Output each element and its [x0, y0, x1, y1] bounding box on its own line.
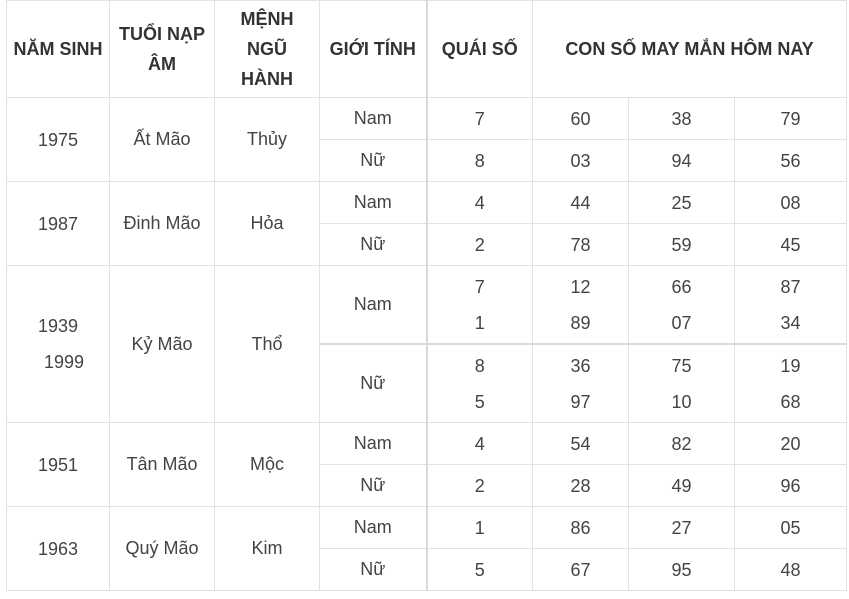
cell-lucky-number — [533, 344, 629, 423]
cell-gioi-tinh: Nữ — [320, 224, 427, 266]
quai-so-value: 5 — [474, 391, 485, 412]
quai-so-value: 4 — [474, 192, 485, 213]
header-con-so-may-man: CON SỐ MAY MẮN HÔM NAY — [533, 1, 847, 98]
lucky-number-value: 27 — [671, 517, 692, 538]
cell-lucky-number — [735, 98, 847, 140]
cell-quai-so — [427, 549, 533, 591]
cell-quai-so — [427, 140, 533, 182]
cell-lucky-number — [533, 423, 629, 465]
year-value: 1951 — [37, 454, 79, 475]
lucky-number-value: 89 — [570, 312, 591, 333]
lucky-number-value: 68 — [780, 391, 801, 412]
cell-lucky-number — [533, 465, 629, 507]
cell-lucky-number — [629, 344, 735, 423]
quai-so-value: 4 — [474, 433, 485, 454]
lucky-number-value: 86 — [570, 517, 591, 538]
cell-lucky-number — [533, 549, 629, 591]
cell-lucky-number — [533, 182, 629, 224]
lucky-number-value: 79 — [780, 108, 801, 129]
quai-so-value: 7 — [474, 108, 485, 129]
lucky-number-value: 08 — [780, 192, 801, 213]
header-nam-sinh: NĂM SINH — [7, 1, 110, 98]
lucky-number-value: 60 — [570, 108, 591, 129]
table-row — [7, 507, 847, 549]
lucky-number-value: 07 — [671, 312, 692, 333]
year-value: 1999 — [43, 352, 85, 372]
cell-lucky-number — [735, 465, 847, 507]
lucky-number-value: 28 — [570, 475, 591, 496]
cell-tuoi-nap-am: Đinh Mão — [110, 182, 215, 266]
cell-gioi-tinh: Nữ — [320, 344, 427, 423]
cell-lucky-number — [735, 344, 847, 423]
quai-so-value: 2 — [474, 475, 485, 496]
cell-quai-so — [427, 465, 533, 507]
header-quai-so: QUÁI SỐ — [427, 1, 533, 98]
quai-so-value: 1 — [474, 312, 485, 333]
cell-quai-so — [427, 98, 533, 140]
year-value: 1963 — [37, 538, 79, 559]
table-row — [7, 266, 847, 345]
cell-gioi-tinh: Nữ — [320, 549, 427, 591]
cell-menh-ngu-hanh: Thủy — [215, 98, 320, 182]
cell-lucky-number — [629, 224, 735, 266]
quai-so-value: 1 — [474, 517, 485, 538]
cell-nam-sinh — [7, 423, 110, 507]
cell-lucky-number — [735, 423, 847, 465]
cell-gioi-tinh: Nữ — [320, 465, 427, 507]
lucky-number-value: 54 — [570, 433, 591, 454]
cell-menh-ngu-hanh: Mộc — [215, 423, 320, 507]
table-row — [7, 182, 847, 224]
cell-lucky-number — [629, 465, 735, 507]
lucky-number-value: 05 — [780, 517, 801, 538]
cell-quai-so — [427, 344, 533, 423]
quai-so-value: 8 — [474, 150, 485, 171]
quai-so-value: 5 — [474, 559, 485, 580]
cell-gioi-tinh: Nữ — [320, 140, 427, 182]
header-gioi-tinh: GIỚI TÍNH — [320, 1, 427, 98]
cell-lucky-number — [735, 140, 847, 182]
lucky-number-value: 10 — [671, 391, 692, 412]
cell-tuoi-nap-am: Ất Mão — [110, 98, 215, 182]
cell-lucky-number — [533, 507, 629, 549]
cell-gioi-tinh: Nam — [320, 423, 427, 465]
cell-lucky-number — [735, 224, 847, 266]
lucky-number-value: 95 — [671, 559, 692, 580]
cell-lucky-number — [629, 423, 735, 465]
cell-nam-sinh — [7, 507, 110, 591]
table-body — [7, 98, 847, 591]
cell-quai-so — [427, 224, 533, 266]
cell-lucky-number — [629, 266, 735, 345]
cell-gioi-tinh: Nam — [320, 507, 427, 549]
cell-nam-sinh — [7, 266, 110, 423]
quai-so-value: 8 — [474, 355, 485, 376]
cell-lucky-number — [629, 549, 735, 591]
cell-menh-ngu-hanh: Hỏa — [215, 182, 320, 266]
cell-quai-so — [427, 423, 533, 465]
lucky-number-value: 19 — [780, 355, 801, 376]
cell-lucky-number — [533, 266, 629, 345]
header-row — [7, 1, 847, 98]
cell-quai-so — [427, 507, 533, 549]
cell-lucky-number — [629, 182, 735, 224]
lucky-number-value: 25 — [671, 192, 692, 213]
header-tuoi-nap-am: TUỔI NẠP ÂM — [110, 1, 215, 98]
lucky-number-value: 44 — [570, 192, 591, 213]
year-value: 1939 — [37, 316, 79, 336]
lucky-number-value: 82 — [671, 433, 692, 454]
lucky-number-value: 78 — [570, 234, 591, 255]
lucky-number-value: 75 — [671, 355, 692, 376]
table-row — [7, 98, 847, 140]
cell-gioi-tinh: Nam — [320, 266, 427, 345]
lucky-number-value: 49 — [671, 475, 692, 496]
cell-lucky-number — [629, 98, 735, 140]
cell-tuoi-nap-am: Quý Mão — [110, 507, 215, 591]
quai-so-value: 2 — [474, 234, 485, 255]
lucky-numbers-table — [6, 0, 847, 591]
cell-lucky-number — [735, 182, 847, 224]
lucky-number-value: 96 — [780, 475, 801, 496]
lucky-number-value: 66 — [671, 276, 692, 297]
lucky-number-value: 36 — [570, 355, 591, 376]
lucky-number-value: 12 — [570, 276, 591, 297]
lucky-number-value: 97 — [570, 391, 591, 412]
cell-lucky-number — [533, 224, 629, 266]
lucky-number-value: 34 — [780, 312, 801, 333]
cell-nam-sinh — [7, 98, 110, 182]
lucky-number-value: 59 — [671, 234, 692, 255]
table-row — [7, 423, 847, 465]
cell-lucky-number — [735, 507, 847, 549]
cell-gioi-tinh: Nam — [320, 182, 427, 224]
cell-tuoi-nap-am: Tân Mão — [110, 423, 215, 507]
year-value: 1987 — [37, 213, 79, 234]
lucky-number-value: 56 — [780, 150, 801, 171]
cell-menh-ngu-hanh: Kim — [215, 507, 320, 591]
lucky-number-value: 87 — [780, 276, 801, 297]
year-value: 1975 — [37, 129, 79, 150]
lucky-number-value: 45 — [780, 234, 801, 255]
cell-quai-so — [427, 182, 533, 224]
header-menh-ngu-hanh: MỆNH NGŨ HÀNH — [215, 1, 320, 98]
cell-lucky-number — [533, 98, 629, 140]
cell-lucky-number — [735, 549, 847, 591]
cell-quai-so — [427, 266, 533, 345]
cell-lucky-number — [629, 140, 735, 182]
cell-lucky-number — [629, 507, 735, 549]
quai-so-value: 7 — [474, 276, 485, 297]
lucky-number-value: 03 — [570, 150, 591, 171]
lucky-number-value: 48 — [780, 559, 801, 580]
cell-menh-ngu-hanh: Thổ — [215, 266, 320, 423]
lucky-number-value: 67 — [570, 559, 591, 580]
lucky-number-value: 20 — [780, 433, 801, 454]
cell-nam-sinh — [7, 182, 110, 266]
lucky-number-value: 38 — [671, 108, 692, 129]
cell-lucky-number — [533, 140, 629, 182]
lucky-number-value: 94 — [671, 150, 692, 171]
cell-gioi-tinh: Nam — [320, 98, 427, 140]
cell-lucky-number — [735, 266, 847, 345]
cell-tuoi-nap-am: Kỷ Mão — [110, 266, 215, 423]
